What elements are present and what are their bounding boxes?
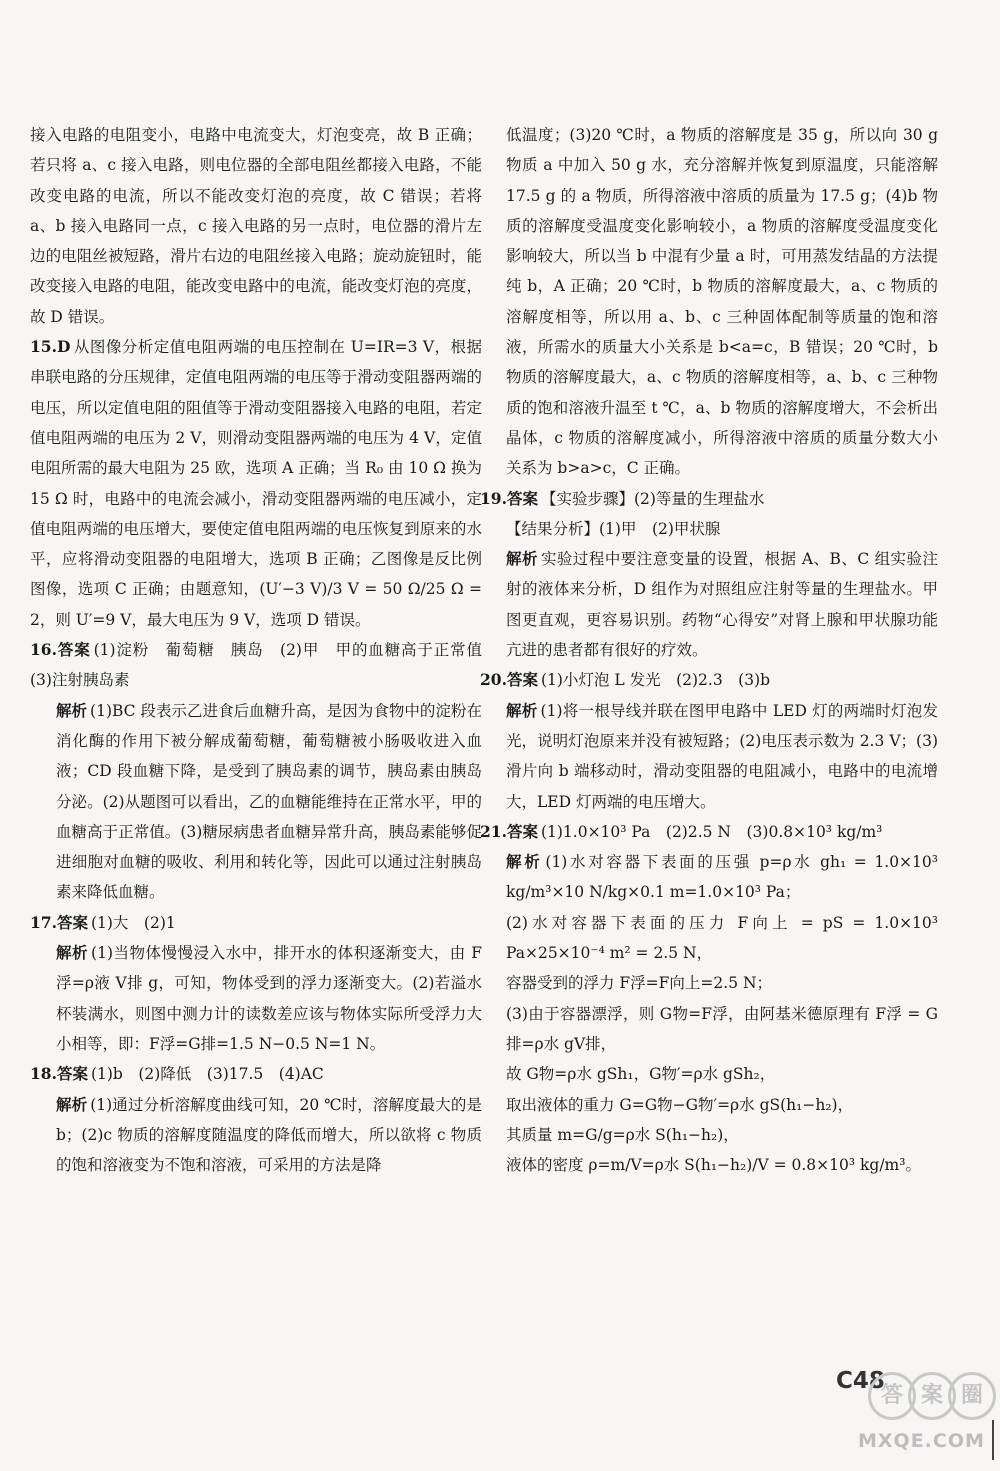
question-number: 20.答案 <box>480 670 538 690</box>
watermark-char: 案 <box>908 1372 956 1420</box>
watermark-text: MXQE.COM <box>858 1430 985 1452</box>
answer-20 <box>480 665 938 695</box>
page-number: C48 <box>836 1368 885 1394</box>
paragraph-text: (3)由于容器漂浮，则 G物=F浮，由阿基米德原理有 F浮 = G排=ρ水 gV排， <box>506 1004 938 1053</box>
paragraph-text: 取出液体的重力 G=G物−G物′=ρ水 gS(h₁−h₂)， <box>506 1095 854 1114</box>
question-number: 17.答案 <box>30 912 88 932</box>
paragraph-text: (1)将一根导线并联在图甲电路中 LED 灯的两端时灯泡发光，说明灯泡原来并没有被短路；(2)电压表示数为 2.3 V；(3)滑片向 b 端移动时，滑动变阻器的电阻减小，电路中的电流增大，LED 灯两端的电压增大。 <box>506 701 938 811</box>
paragraph-text: (1)b (2)降低 (3)17.5 (4)AC <box>90 1065 324 1084</box>
left-column <box>30 120 498 1180</box>
analysis-21 <box>480 847 938 908</box>
paragraph <box>480 120 938 484</box>
paragraph-text: (1)BC 段表示乙进食后血糖升高，是因为食物中的淀粉在消化酶的作用下被分解成葡萄糖，葡萄糖被小肠吸收进入血液；CD 段血糖下降，是受到了胰岛素的调节，胰岛素由胰岛分泌。(2)从题图可以看出，乙的血糖能维持在正常水平，甲的血糖高于正常值。(3)糖尿病患者血糖异常升高，胰岛素能够促进细胞对血糖的吸收、利用和转化等，因此可以通过注射胰岛素来降低血糖。 <box>56 701 482 902</box>
analysis-20 <box>480 696 938 817</box>
formula-line <box>480 968 938 998</box>
right-column <box>480 120 938 1180</box>
paragraph-text: (1)通过分析溶解度曲线可知，20 ℃时，溶解度最大的是 b；(2)c 物质的溶解度随温度的降低而增大，所以欲将 c 物质的饱和溶液变为不饱和溶液，可采用的方法是降 <box>56 1095 482 1175</box>
paragraph-text: 其质量 m=G/g=ρ水 S(h₁−h₂)， <box>506 1125 739 1144</box>
paragraph-text: 【结果分析】(1)甲 (2)甲状腺 <box>506 519 721 538</box>
watermark-char: 答 <box>868 1372 916 1420</box>
analysis-label: 解析 <box>56 1094 88 1114</box>
paragraph-text: (1)当物体慢慢浸入水中，排开水的体积逐渐变大，由 F浮=ρ液 V排 g，可知，物体受到的浮力逐渐变大。(2)若溢水杯装满水，则图中测力计的读数差应该与物体实际所受浮力大小相等，即：F浮=G排=1.5 N−0.5 N=1 N。 <box>56 944 482 1053</box>
paragraph-text: 容器受到的浮力 F浮=F向上=2.5 N； <box>506 974 773 993</box>
question-number: 15.D <box>30 337 71 357</box>
paragraph-text: (1)淀粉 葡萄糖 胰岛 (2)甲 甲的血糖高于正常值 (3)注射胰岛素 <box>30 641 498 690</box>
paragraph-text: 液体的密度 ρ=m/V=ρ水 S(h₁−h₂)/V = 0.8×10³ kg/m³。 <box>506 1156 921 1175</box>
paragraph-text: 接入电路的电阻变小，电路中电流变大，灯泡变亮，故 B 正确；若只将 a、c 接入电路，则电位器的全部电阻丝都接入电路，不能改变电路的电流，所以不能改变灯泡的亮度，故 C 错误；若将 a、b 接入电路同一点，c 接入电路的另一点时，电位器的滑片左边的电阻丝被短路，滑片右边的电阻丝接入电路；旋动旋钮时，能改变接入电路的电阻，能改变电路中的电流，能改变灯泡的亮度，故 D 错误。 <box>30 126 482 326</box>
formula-line <box>480 1059 938 1089</box>
analysis-label: 解析 <box>506 852 543 872</box>
analysis-18 <box>30 1090 482 1181</box>
watermark-char: 圈 <box>948 1372 996 1420</box>
formula-line <box>480 1120 938 1150</box>
question-number: 21.答案 <box>480 821 538 841</box>
analysis-label: 解析 <box>56 700 88 720</box>
answer-18 <box>30 1059 482 1089</box>
formula-line <box>480 999 938 1060</box>
page-edge-mark <box>992 1420 994 1460</box>
paragraph-text: 【实验步骤】(2)等量的生理盐水 <box>540 489 765 508</box>
analysis-label: 解析 <box>56 943 89 963</box>
answer-15 <box>30 332 482 635</box>
question-number: 19.答案 <box>480 488 538 508</box>
analysis-19 <box>480 544 938 665</box>
paragraph <box>30 120 482 332</box>
answer-16 <box>30 635 498 696</box>
paragraph-text: (1)1.0×10³ Pa (2)2.5 N (3)0.8×10³ kg/m³ <box>540 822 883 841</box>
analysis-label: 解析 <box>506 549 538 569</box>
formula-line <box>480 908 938 969</box>
analysis-17 <box>30 938 482 1059</box>
question-number: 16.答案 <box>30 640 91 660</box>
paragraph-text: (1)水对容器下表面的压强 p=ρ水 gh₁ = 1.0×10³ kg/m³×10 N/kg×0.1 m=1.0×10³ Pa； <box>506 853 938 902</box>
paragraph-text: 实验过程中要注意变量的设置，根据 A、B、C 组实验注射的液体来分析，D 组作为对照组应注射等量的生理盐水。甲图更直观，更容易识别。药物“心得安”对肾上腺和甲状腺功能亢进的患者都有很好的疗效。 <box>506 550 938 660</box>
answer-19 <box>480 484 938 514</box>
answer-21 <box>480 817 938 847</box>
paragraph-text: 故 G物=ρ水 gSh₁，G物′=ρ水 gSh₂， <box>506 1065 776 1084</box>
paragraph-text: (1)大 (2)1 <box>90 913 176 932</box>
answer-17 <box>30 908 482 938</box>
question-number: 18.答案 <box>30 1064 88 1084</box>
analysis-16 <box>30 696 482 908</box>
paragraph-text: (2)水对容器下表面的压力 F向上 = pS = 1.0×10³ Pa×25×10⁻⁴ m² = 2.5 N， <box>506 913 938 963</box>
result-analysis-19 <box>480 514 938 544</box>
paragraph-text: 低温度；(3)20 ℃时，a 物质的溶解度是 35 g，所以向 30 g 物质 a 中加入 50 g 水，充分溶解并恢复到原温度，只能溶解 17.5 g 的 a 物质，所得溶液中溶质的质量为 17.5 g；(4)b 物质的溶解度受温度变化影响较小，a 物质的溶解度受温度变化影响较大，所以当 b 中混有少量 a 时，可用蒸发结晶的方法提纯 b，A 正确；20 ℃时，b 物质的溶解度最大，a、c 物质的溶解度相等，所以用 a、b、c 三种固体配制等质量的饱和溶液，所需水的质量大小关系是 b<a=c，B 错误；20 ℃时，b 物质的溶解度最大，a、c 物质的溶解度相等，a、b、c 三种物质的饱和溶液升温至 t ℃，a、b 物质的溶解度增大，不会析出晶体，c 物质的溶解度减小，所得溶液中溶质的质量分数大小关系为 b>a>c，C 正确。 <box>506 126 938 478</box>
formula-line <box>480 1090 938 1120</box>
paragraph-text: (1)小灯泡 L 发光 (2)2.3 (3)b <box>540 671 771 690</box>
formula-line <box>480 1150 938 1180</box>
analysis-label: 解析 <box>506 700 538 720</box>
paragraph-text: 从图像分析定值电阻两端的电压控制在 U=IR=3 V，根据串联电路的分压规律，定值电阻两端的电压等于滑动变阻器两端的电压，所以定值电阻的阻值等于滑动变阻器接入电路的电阻，若定值电阻两端的电压为 2 V，则滑动变阻器两端的电压为 4 V，定值电阻所需的最大电阻为 25 欧，选项 A 正确；当 R₀ 由 10 Ω 换为 15 Ω 时，电路中的电流会减小，滑动变阻器两端的电压减小，定值电阻两端的电压增大，要使定值电阻两端的电压恢复到原来的水平，应将滑动变阻器的电阻增大，选项 B 正确；乙图像是反比例图像，选项 C 正确；由题意知，(U′−3 V)/3 V = 50 Ω/25 Ω = 2，则 U′=9 V，最大电压为 9 V，选项 D 错误。 <box>30 338 482 629</box>
